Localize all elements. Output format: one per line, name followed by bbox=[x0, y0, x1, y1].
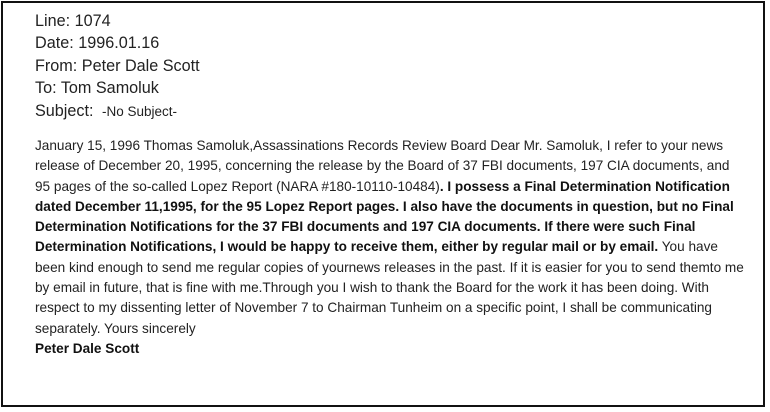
to-value: Tom Samoluk bbox=[60, 79, 159, 98]
date-value: 1996.01.16 bbox=[78, 34, 160, 53]
line-value: 1074 bbox=[74, 12, 111, 30]
email-header bbox=[35, 10, 200, 123]
line-label: Line: bbox=[35, 12, 71, 30]
date-label: Date: bbox=[35, 34, 74, 53]
to-label: To: bbox=[35, 79, 57, 98]
body-text-intro: January 15, 1996 Thomas Samoluk,Assassinations Records Review Board Dear Mr. Samoluk, I refer to your news release of December 20, 1995, concerning the release by the Board of 37 FBI documents, 197 CIA documents, and 95 pages of the so-called Lopez Report (NARA #180-10110-10484) bbox=[35, 138, 730, 194]
date-row bbox=[35, 32, 200, 54]
line-row bbox=[35, 10, 200, 32]
body-text-bold: . I possess a Final Determination Notification dated December 11,1995, for the 95 Lopez Report pages. I also have the documents in question, but no Final Determination Notifications for the 37 FBI documents and 197 CIA documents. If there were such Final Determination Notifications, I would be happy to receive them, either by regular mail or by email. bbox=[35, 178, 734, 255]
signature: Peter Dale Scott bbox=[35, 340, 140, 356]
to-row bbox=[35, 77, 200, 99]
subject-value: -No Subject- bbox=[102, 103, 178, 119]
subject-label: Subject: bbox=[35, 101, 94, 120]
from-row bbox=[35, 55, 200, 77]
subject-row bbox=[35, 100, 200, 123]
from-label: From: bbox=[35, 56, 78, 75]
body-text-closing: You have been kind enough to send me regular copies of yournews releases in the past. If it is easier for you to send themto me by email in future, that is fine with me.Through you I wish to thank the Board for the work it has been doing. With respect to my dissenting letter of November 7 to Chairman Tunheim on a specific point, I shall be communicating separately. Yours sincerely bbox=[35, 239, 744, 336]
letter-body bbox=[35, 136, 747, 359]
document-frame bbox=[1, 1, 765, 407]
from-value: Peter Dale Scott bbox=[81, 56, 200, 75]
